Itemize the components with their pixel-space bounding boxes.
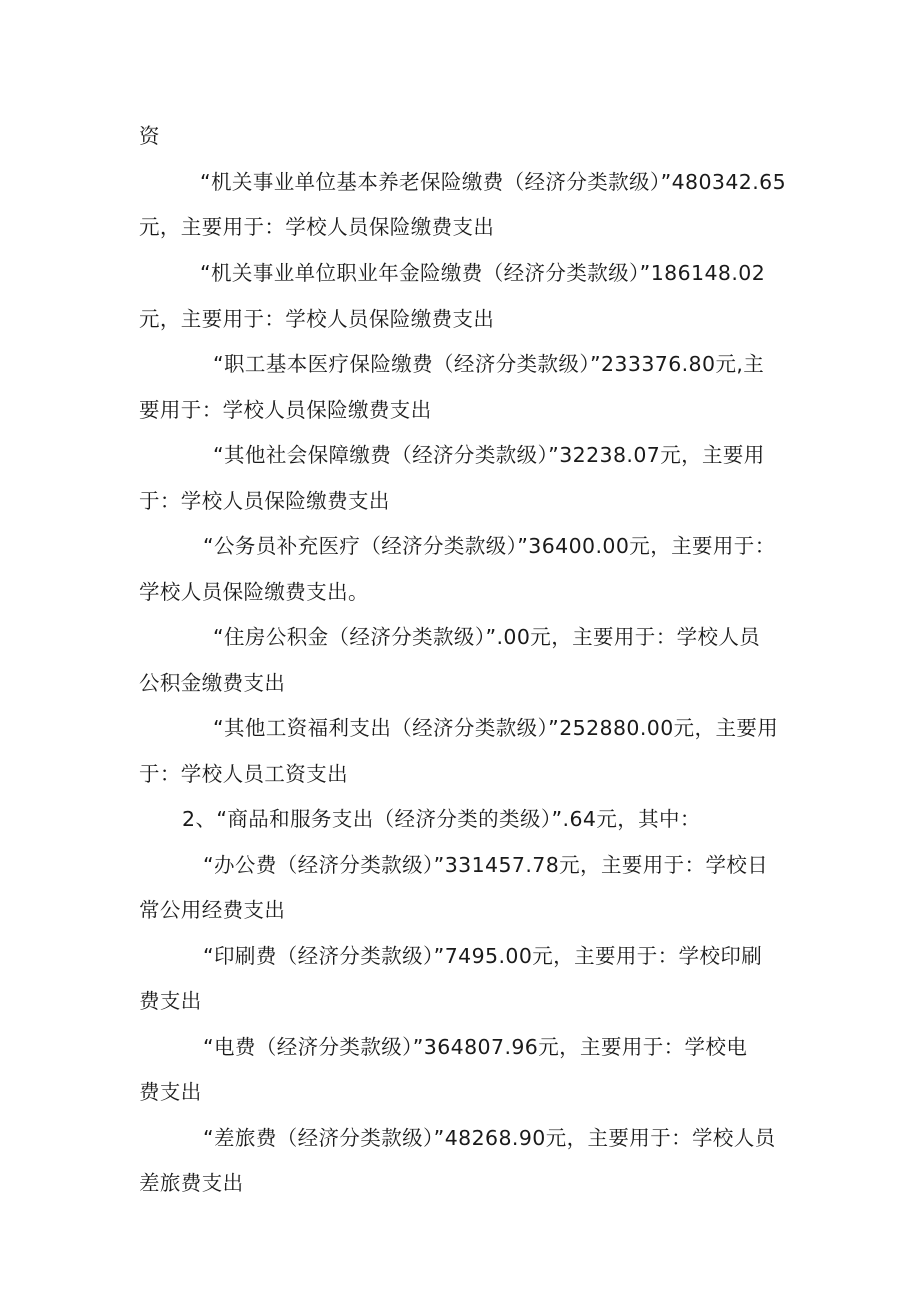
text-line: 费支出 <box>139 989 202 1013</box>
text-line: 常公用经费支出 <box>139 898 286 922</box>
text-line: “办公费（经济分类款级）”331457.78元，主要用于：学校日 <box>203 853 769 877</box>
text-line: “其他社会保障缴费（经济分类款级）”32238.07元，主要用 <box>213 443 765 467</box>
text-line: 要用于：学校人员保险缴费支出 <box>139 398 432 422</box>
text-line: 于：学校人员工资支出 <box>139 762 348 786</box>
text-line: “印刷费（经济分类款级）”7495.00元，主要用于：学校印刷 <box>203 944 763 968</box>
text-line: “电费（经济分类款级）”364807.96元，主要用于：学校电 <box>203 1035 748 1059</box>
text-line: “公务员补充医疗（经济分类款级）”36400.00元，主要用于： <box>203 534 776 558</box>
text-line: “其他工资福利支出（经济分类款级）”252880.00元，主要用 <box>213 716 779 740</box>
text-line: 资 <box>139 124 160 148</box>
text-line: 公积金缴费支出 <box>139 671 286 695</box>
text-line: 差旅费支出 <box>139 1171 244 1195</box>
text-line: “住房公积金（经济分类款级）”.00元，主要用于：学校人员 <box>213 625 761 649</box>
text-line: 于：学校人员保险缴费支出 <box>139 489 390 513</box>
text-line: 费支出 <box>139 1080 202 1104</box>
text-line: “差旅费（经济分类款级）”48268.90元，主要用于：学校人员 <box>203 1126 776 1150</box>
section-heading: 2、“商品和服务支出（经济分类的类级）”.64元，其中： <box>182 807 701 831</box>
text-line: “机关事业单位基本养老保险缴费（经济分类款级）”480342.65 <box>200 170 787 194</box>
text-line: 学校人员保险缴费支出。 <box>139 580 369 604</box>
text-line: “机关事业单位职业年金险缴费（经济分类款级）”186148.02 <box>200 261 766 285</box>
text-line: “职工基本医疗保险缴费（经济分类款级）”233376.80元,主 <box>213 352 765 376</box>
text-line: 元，主要用于：学校人员保险缴费支出 <box>139 307 495 331</box>
text-line: 元，主要用于：学校人员保险缴费支出 <box>139 215 495 239</box>
